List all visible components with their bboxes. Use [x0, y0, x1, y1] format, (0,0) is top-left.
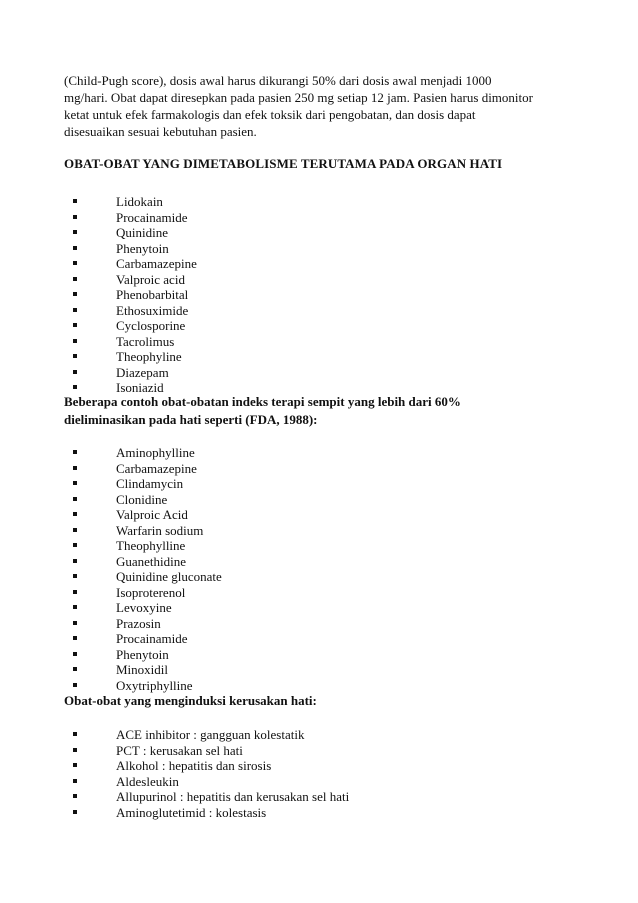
- list-item: [0, 476, 638, 492]
- list-item: [0, 616, 638, 632]
- list-item-label: Lidokain: [116, 194, 163, 209]
- list-item: [0, 318, 638, 334]
- list-item-label: Carbamazepine: [116, 460, 197, 476]
- list-item-label: Quinidine: [116, 225, 168, 240]
- section2-heading: [64, 393, 461, 429]
- list-item-label: Isoproterenol: [116, 584, 186, 600]
- list-item-label: Levoxyine: [116, 600, 172, 615]
- list-item-label: Quinidine gluconate: [116, 569, 222, 584]
- bullet-icon: [73, 292, 77, 296]
- bullet-icon: [73, 497, 77, 501]
- list-item: [0, 210, 638, 226]
- intro-line: (Child-Pugh score), dosis awal harus dikurangi 50% dari dosis awal menjadi 1000: [64, 73, 492, 88]
- bullet-icon: [73, 732, 77, 736]
- list-item-label: Clonidine: [116, 491, 168, 507]
- bullet-icon: [73, 230, 77, 234]
- list-item: [0, 585, 638, 601]
- intro-line: mg/hari. Obat dapat diresepkan pada pasien 250 mg setiap 12 jam. Pasien harus dimonitor: [64, 90, 533, 105]
- list-item-label: Diazepam: [116, 364, 169, 380]
- list-item: [0, 789, 638, 805]
- section3-list: [0, 727, 638, 820]
- section1-heading: OBAT-OBAT YANG DIMETABOLISME TERUTAMA PADA ORGAN HATI: [64, 156, 503, 171]
- bullet-icon: [73, 385, 77, 389]
- bullet-icon: [73, 512, 77, 516]
- list-item-label: Phenobarbital: [116, 287, 189, 302]
- bullet-icon: [73, 323, 77, 327]
- list-item: [0, 523, 638, 539]
- list-item: [0, 647, 638, 663]
- list-item: [0, 194, 638, 210]
- list-item: [0, 678, 638, 694]
- list-item: [0, 334, 638, 350]
- list-item-label: Clindamycin: [116, 476, 184, 491]
- list-item-label: Oxytriphylline: [116, 677, 193, 693]
- list-item-label: ACE inhibitor : gangguan kolestatik: [116, 727, 305, 742]
- list-item-label: Aminoglutetimid : kolestasis: [116, 804, 267, 820]
- list-item-label: Valproic Acid: [116, 507, 188, 522]
- list-item-label: Aldesleukin: [116, 773, 179, 789]
- bullet-icon: [73, 652, 77, 656]
- list-item-label: Theophylline: [116, 538, 186, 553]
- bullet-icon: [73, 574, 77, 578]
- list-item: [0, 256, 638, 272]
- list-item: [0, 272, 638, 288]
- section2-heading-line: Beberapa contoh obat-obatan indeks terapi sempit yang lebih dari 60%: [64, 394, 461, 409]
- list-item-label: Prazosin: [116, 615, 161, 631]
- list-item-label: Alkohol : hepatitis dan sirosis: [116, 758, 272, 773]
- bullet-icon: [73, 277, 77, 281]
- list-item-label: Warfarin sodium: [116, 522, 204, 538]
- section3-heading: Obat-obat yang menginduksi kerusakan hati:: [64, 693, 317, 708]
- list-item: [0, 662, 638, 678]
- bullet-icon: [73, 354, 77, 358]
- section1-list: [0, 194, 638, 396]
- list-item-label: Isoniazid: [116, 380, 164, 395]
- list-item-label: Allupurinol : hepatitis dan kerusakan sel hati: [116, 789, 350, 804]
- list-item: [0, 445, 638, 461]
- bullet-icon: [73, 779, 77, 783]
- list-item: [0, 538, 638, 554]
- list-item: [0, 303, 638, 319]
- list-item: [0, 492, 638, 508]
- bullet-icon: [73, 636, 77, 640]
- intro-line: disesuaikan sesuai kebutuhan pasien.: [64, 124, 257, 139]
- bullet-icon: [73, 590, 77, 594]
- bullet-icon: [73, 810, 77, 814]
- bullet-icon: [73, 621, 77, 625]
- bullet-icon: [73, 543, 77, 547]
- list-item: [0, 774, 638, 790]
- list-item: [0, 365, 638, 381]
- bullet-icon: [73, 763, 77, 767]
- list-item: [0, 241, 638, 257]
- list-item: [0, 743, 638, 759]
- section2-heading-line: dieliminasikan pada hati seperti (FDA, 1988):: [64, 412, 318, 427]
- section2-list: [0, 445, 638, 693]
- list-item: [0, 631, 638, 647]
- list-item-label: Procainamide: [116, 209, 188, 225]
- bullet-icon: [73, 308, 77, 312]
- list-item-label: Phenytoin: [116, 240, 169, 256]
- list-item-label: Valproic acid: [116, 271, 185, 287]
- bullet-icon: [73, 794, 77, 798]
- list-item: [0, 554, 638, 570]
- list-item-label: Minoxidil: [116, 662, 169, 677]
- bullet-icon: [73, 667, 77, 671]
- intro-paragraph: [64, 72, 574, 140]
- bullet-icon: [73, 528, 77, 532]
- bullet-icon: [73, 748, 77, 752]
- list-item-label: Ethosuximide: [116, 302, 189, 318]
- list-item-label: Theophyline: [116, 349, 182, 364]
- list-item-label: Tacrolimus: [116, 333, 175, 349]
- bullet-icon: [73, 481, 77, 485]
- bullet-icon: [73, 261, 77, 265]
- bullet-icon: [73, 215, 77, 219]
- bullet-icon: [73, 559, 77, 563]
- bullet-icon: [73, 450, 77, 454]
- list-item-label: Guanethidine: [116, 553, 187, 569]
- list-item-label: Carbamazepine: [116, 256, 197, 271]
- bullet-icon: [73, 370, 77, 374]
- list-item: [0, 225, 638, 241]
- list-item-label: PCT : kerusakan sel hati: [116, 742, 243, 758]
- list-item-label: Aminophylline: [116, 445, 195, 460]
- bullet-icon: [73, 683, 77, 687]
- list-item: [0, 507, 638, 523]
- bullet-icon: [73, 199, 77, 203]
- bullet-icon: [73, 466, 77, 470]
- list-item: [0, 600, 638, 616]
- bullet-icon: [73, 339, 77, 343]
- bullet-icon: [73, 605, 77, 609]
- list-item: [0, 758, 638, 774]
- list-item-label: Cyclosporine: [116, 318, 186, 333]
- list-item-label: Procainamide: [116, 631, 188, 646]
- list-item: [0, 569, 638, 585]
- list-item: [0, 461, 638, 477]
- list-item-label: Phenytoin: [116, 646, 169, 662]
- intro-line: ketat untuk efek farmakologis dan efek toksik dari pengobatan, dan dosis dapat: [64, 107, 476, 122]
- bullet-icon: [73, 246, 77, 250]
- list-item: [0, 349, 638, 365]
- list-item: [0, 287, 638, 303]
- list-item: [0, 805, 638, 821]
- list-item: [0, 727, 638, 743]
